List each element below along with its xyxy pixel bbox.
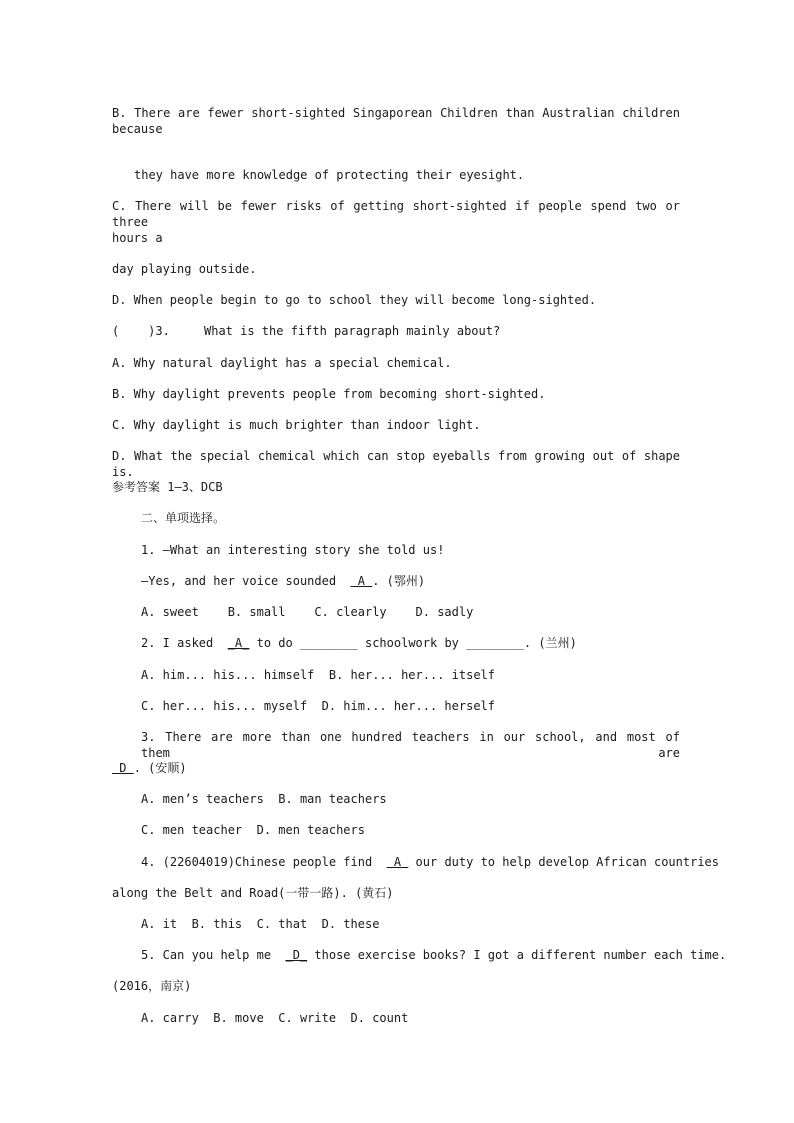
mc-q4-options: A. it B. this C. that D. these xyxy=(141,917,380,931)
question-3-option-d: D. What the special chemical which can stop eyeballs from growing out of shape is. xyxy=(112,449,680,479)
mc-q4-pre: 4. (22604019)Chinese people find xyxy=(141,855,387,869)
mc-q3-answer: D xyxy=(112,761,134,775)
mc-q4-answer: A xyxy=(386,855,409,869)
mc-q1-options: A. sweet B. small C. clearly D. sadly xyxy=(141,605,474,619)
option-c-line-3: day playing outside. xyxy=(112,262,257,276)
answer-key: 参考答案 1—3、DCB xyxy=(112,480,223,494)
mc-q4-line-1 xyxy=(141,854,719,870)
mc-q2-line xyxy=(141,635,577,651)
question-3-text: What is the fifth paragraph mainly about? xyxy=(204,324,501,338)
mc-q1-line-1: 1. —What an interesting story she told us! xyxy=(141,543,445,557)
option-b-line-2: they have more knowledge of protecting their eyesight. xyxy=(134,168,525,182)
option-c-line-1: C. There will be fewer risks of getting short-sighted if people spend two or three xyxy=(112,199,680,229)
mc-q1-post: . (鄂州) xyxy=(372,574,426,588)
mc-q5-line-1 xyxy=(141,947,726,963)
mc-q5-pre: 5. Can you help me xyxy=(141,948,286,962)
mc-q2-answer: _A_ xyxy=(227,636,250,650)
question-3-option-b: B. Why daylight prevents people from becoming short-sighted. xyxy=(112,387,546,401)
mc-q3-line-2 xyxy=(112,760,187,776)
question-3-paren: ( )3. xyxy=(112,324,170,338)
mc-q3-options-2: C. men teacher D. men teachers xyxy=(141,823,365,837)
question-3-option-a: A. Why natural daylight has a special chemical. xyxy=(112,356,452,370)
mc-q1-line-2 xyxy=(141,573,425,589)
mc-q5-line-2: (2016，南京) xyxy=(112,979,192,993)
mc-q3-line-1: 3. There are more than one hundred teachers in our school, and most of them are xyxy=(141,730,680,760)
option-c-line-2: hours a xyxy=(112,231,163,245)
mc-q5-answer: _D_ xyxy=(285,948,308,962)
mc-q2-options-1: A. him... his... himself B. her... her... itself xyxy=(141,668,496,682)
mc-q5-options: A. carry B. move C. write D. count xyxy=(141,1011,409,1025)
question-3-option-c: C. Why daylight is much brighter than indoor light. xyxy=(112,418,481,432)
mc-q3-options-1: A. men’s teachers B. man teachers xyxy=(141,792,387,806)
mc-q4-line-2: along the Belt and Road(一带一路). (黄石) xyxy=(112,886,394,900)
option-d-line: D. When people begin to go to school they will become long-sighted. xyxy=(112,293,597,307)
option-b-line-1: B. There are fewer short-sighted Singaporean Children than Australian children because xyxy=(112,106,680,136)
mc-q5-post: those exercise books? I got a different number each time. xyxy=(307,948,727,962)
mc-q4-post: our duty to help develop African countries xyxy=(408,855,719,869)
mc-q1-pre: —Yes, and her voice sounded xyxy=(141,574,351,588)
mc-q2-pre: 2. I asked xyxy=(141,636,228,650)
section-2-title: 二、单项选择。 xyxy=(141,511,226,525)
mc-q2-options-2: C. her... his... myself D. him... her... herself xyxy=(141,699,496,713)
mc-q2-post: to do ________ schoolwork by ________. (兰州) xyxy=(249,636,577,650)
mc-q1-answer: A xyxy=(350,574,373,588)
mc-q3-post: . (安顺) xyxy=(133,761,187,775)
